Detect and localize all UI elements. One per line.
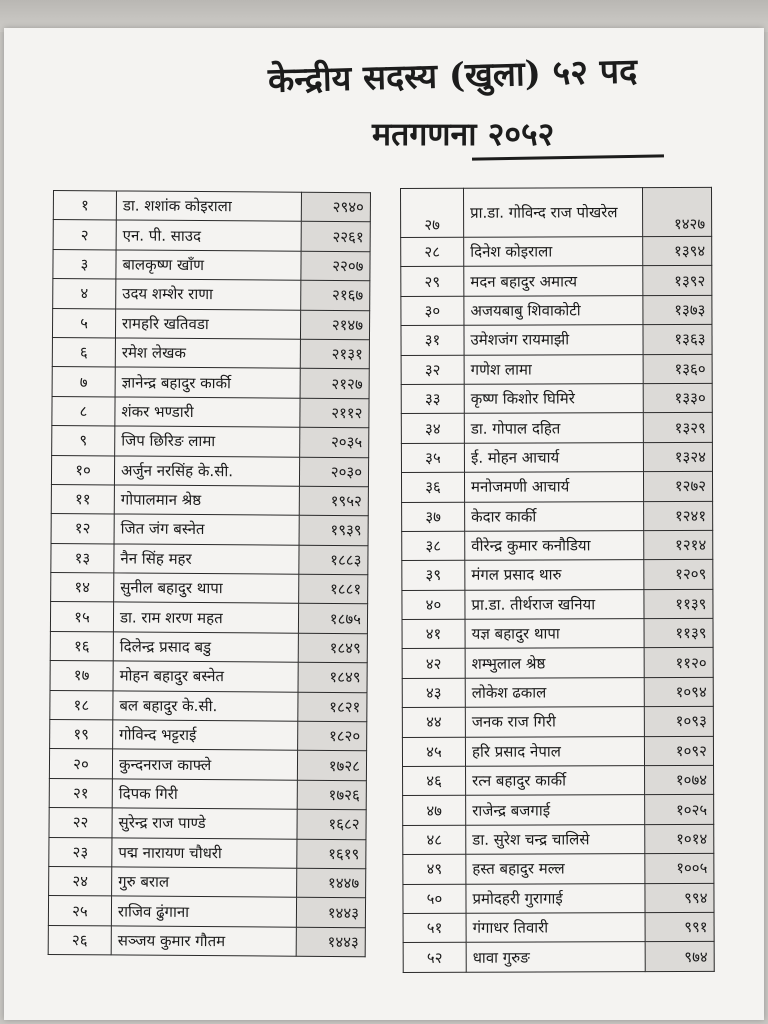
serial-number: ५० — [403, 884, 466, 914]
candidate-name: डा. राम शरण महत — [113, 602, 298, 633]
candidate-row — [401, 295, 712, 325]
vote-count: ९९१ — [645, 912, 714, 942]
candidate-row — [50, 631, 367, 663]
candidate-name: रमेश लेखक — [115, 338, 300, 369]
serial-number: ३५ — [401, 443, 464, 473]
candidate-name: हस्त बहादुर मल्ल — [466, 854, 645, 884]
serial-number: २७ — [401, 188, 464, 237]
candidate-row — [402, 560, 713, 590]
candidate-name: धावा गुरुङ — [466, 942, 645, 972]
handwritten-title: केन्द्रीय सदस्य (खुला) ५२ पद — [267, 51, 638, 101]
candidate-name: शंकर भण्डारी — [115, 397, 300, 428]
candidate-name: जिप छिरिङ लामा — [115, 426, 300, 457]
serial-number: ४७ — [403, 796, 466, 826]
serial-number: ४ — [53, 279, 116, 309]
candidate-row — [401, 187, 712, 237]
vote-count: १४४७ — [297, 868, 366, 898]
candidate-name: पद्म नारायण चौधरी — [112, 838, 297, 869]
candidate-name: शम्भुलाल श्रेष्ठ — [465, 648, 644, 678]
candidate-name: सुरेन्द्र राज पाण्डे — [112, 808, 297, 839]
candidate-row — [402, 648, 713, 678]
serial-number: २३ — [49, 837, 112, 867]
candidate-name: कुन्दनराज काफ्ले — [112, 749, 297, 780]
candidate-name: मदन बहादुर अमात्य — [464, 266, 643, 296]
candidate-row — [401, 325, 712, 355]
candidate-row — [48, 896, 365, 928]
vote-count: १८२० — [298, 721, 367, 751]
serial-number: ४२ — [402, 649, 465, 679]
candidate-name: ज्ञानेन्द्र बहादुर कार्की — [115, 367, 300, 398]
vote-count: १०९४ — [644, 677, 713, 707]
serial-number: २१ — [49, 778, 112, 808]
serial-number: १८ — [50, 690, 113, 720]
candidate-row — [53, 279, 370, 311]
candidate-row — [52, 396, 369, 428]
candidate-row — [50, 720, 367, 752]
candidate-name: हरि प्रसाद नेपाल — [465, 736, 644, 766]
candidate-name: सुनील बहादुर थापा — [114, 573, 299, 604]
vote-count: १२४१ — [644, 501, 713, 531]
candidate-row — [53, 191, 370, 223]
candidate-name: गणेश लामा — [464, 354, 643, 384]
vote-count: १४२७ — [643, 187, 712, 236]
candidate-name: जित जंग बस्नेत — [114, 514, 299, 545]
candidate-name: दिपक गिरी — [112, 779, 297, 810]
vote-count: २९४० — [301, 192, 370, 222]
candidate-name: अजयबाबु शिवाकोटी — [464, 295, 643, 325]
serial-number: ३८ — [402, 531, 465, 561]
vote-count: १३२४ — [643, 442, 712, 472]
candidate-name: उदय शम्शेर राणा — [116, 279, 301, 310]
candidate-row — [51, 484, 368, 516]
candidate-row — [402, 530, 713, 560]
serial-number: ११ — [51, 484, 114, 514]
candidate-row — [50, 602, 367, 634]
candidate-row — [49, 778, 366, 810]
vote-count: १३६० — [643, 354, 712, 384]
candidate-row — [401, 266, 712, 296]
candidate-name: रामहरि खतिवडा — [115, 309, 300, 340]
vote-count: १०९३ — [644, 707, 713, 737]
candidate-name: कृष्ण किशोर घिमिरे — [464, 384, 643, 414]
serial-number: ५ — [52, 308, 115, 338]
candidate-row — [403, 942, 714, 972]
candidate-row — [51, 514, 368, 546]
vote-count: १३९२ — [643, 266, 712, 296]
results-table-right — [400, 187, 715, 973]
candidate-row — [401, 413, 712, 443]
vote-count: १७२६ — [297, 780, 366, 810]
serial-number: ३२ — [401, 355, 464, 385]
candidate-row — [52, 367, 369, 399]
serial-number: १५ — [50, 602, 113, 632]
vote-count: १३७३ — [643, 295, 712, 325]
candidate-row — [403, 795, 714, 825]
candidate-row — [49, 866, 366, 898]
serial-number: २६ — [48, 925, 111, 955]
vote-count: १८४९ — [298, 633, 367, 663]
candidate-row — [52, 337, 369, 369]
candidate-row — [403, 883, 714, 913]
vote-count: १२०९ — [644, 560, 713, 590]
candidate-name: बल बहादुर के.सी. — [113, 691, 298, 722]
candidate-row — [401, 472, 712, 502]
vote-count: १९३९ — [299, 516, 368, 546]
candidate-row — [401, 236, 712, 266]
candidate-name: केदार कार्की — [465, 501, 644, 531]
serial-number: ३६ — [401, 472, 464, 502]
candidate-name: प्रा.डा. गोविन्द राज पोखरेल — [464, 188, 643, 238]
vote-count: २१६७ — [301, 280, 370, 310]
serial-number: ३४ — [401, 414, 464, 444]
vote-count: २२६१ — [301, 222, 370, 252]
serial-number: २२ — [49, 808, 112, 838]
candidate-name: एन. पी. साउद — [116, 220, 301, 251]
candidate-row — [53, 249, 370, 281]
serial-number: २५ — [48, 896, 111, 926]
vote-count: १०९२ — [644, 736, 713, 766]
candidate-row — [48, 925, 365, 957]
vote-count: २०३५ — [300, 427, 369, 457]
serial-number: ३७ — [402, 502, 465, 532]
vote-count: १४४३ — [296, 898, 365, 928]
candidate-row — [402, 589, 713, 619]
serial-number: ३९ — [402, 561, 465, 591]
candidate-row — [401, 442, 712, 472]
vote-count: ९९४ — [645, 883, 714, 913]
candidate-name: गंगाधर तिवारी — [466, 913, 645, 943]
candidate-name: लोकेश ढकाल — [465, 678, 644, 708]
candidate-name: राजिव ढुंगाना — [111, 896, 296, 927]
serial-number: ३ — [53, 249, 116, 279]
candidate-name: दिनेश कोइराला — [464, 237, 643, 267]
candidate-row — [49, 808, 366, 840]
candidate-name: वीरेन्द्र कुमार कनौडिया — [465, 531, 644, 561]
serial-number: २ — [53, 220, 116, 250]
serial-number: २४ — [49, 866, 112, 896]
candidate-name: दिलेन्द्र प्रसाद बडु — [113, 632, 298, 663]
serial-number: ९ — [52, 426, 115, 456]
vote-count: २११२ — [300, 398, 369, 428]
serial-number: ४८ — [403, 825, 466, 855]
vote-count: ९७४ — [645, 942, 714, 972]
candidate-row — [52, 426, 369, 458]
serial-number: ३० — [401, 296, 464, 326]
candidate-name: गुरु बराल — [112, 867, 297, 898]
candidate-name: बालकृष्ण खाँण — [116, 250, 301, 281]
candidate-name: मंगल प्रसाद थारु — [465, 560, 644, 590]
vote-count: १३६३ — [643, 325, 712, 355]
serial-number: १७ — [50, 661, 113, 691]
vote-count: २१२७ — [300, 369, 369, 399]
vote-count: १७२८ — [297, 751, 366, 781]
candidate-name: उमेशजंग रायमाझी — [464, 325, 643, 355]
serial-number: १ — [53, 191, 116, 221]
vote-count: १८८३ — [299, 545, 368, 575]
candidate-row — [401, 383, 712, 413]
vote-count: १३९४ — [643, 236, 712, 266]
candidate-name: डा. शशांक कोइराला — [116, 191, 301, 222]
results-table-left — [48, 190, 371, 957]
candidate-row — [402, 501, 713, 531]
vote-count: १३३० — [643, 383, 712, 413]
serial-number: १२ — [51, 514, 114, 544]
candidate-name: राजेन्द्र बजगाई — [466, 795, 645, 825]
candidate-row — [403, 854, 714, 884]
candidate-name: डा. सुरेश चन्द्र चालिसे — [466, 824, 645, 854]
candidate-name: जनक राज गिरी — [465, 707, 644, 737]
vote-count: १०७४ — [645, 765, 714, 795]
candidate-name: सञ्जय कुमार गौतम — [111, 926, 296, 957]
vote-count: २१३१ — [300, 339, 369, 369]
vote-count: १८२१ — [298, 692, 367, 722]
candidate-name: यज्ञ बहादुर थापा — [465, 619, 644, 649]
candidate-name: डा. गोपाल दहित — [464, 413, 643, 443]
vote-count: १८८१ — [299, 574, 368, 604]
vote-count: २१४७ — [300, 310, 369, 340]
candidate-row — [402, 707, 713, 737]
vote-count: २२०७ — [301, 251, 370, 281]
vote-count: १२७२ — [643, 472, 712, 502]
candidate-name: ई. मोहन आचार्य — [464, 442, 643, 472]
vote-count: १८७५ — [298, 604, 367, 634]
serial-number: ४६ — [403, 766, 466, 796]
vote-count: १६८२ — [297, 809, 366, 839]
vote-count: १९५२ — [299, 486, 368, 516]
candidate-row — [53, 220, 370, 252]
serial-number: २० — [49, 749, 112, 779]
candidate-row — [49, 837, 366, 869]
vote-count: ११२० — [644, 648, 713, 678]
vote-count: १०१४ — [645, 824, 714, 854]
candidate-row — [401, 354, 712, 384]
serial-number: १३ — [51, 543, 114, 573]
vote-count: १२१४ — [644, 530, 713, 560]
serial-number: १९ — [50, 720, 113, 750]
candidate-name: मोहन बहादुर बस्नेत — [113, 661, 298, 692]
serial-number: ४१ — [402, 619, 465, 649]
candidate-row — [49, 749, 366, 781]
serial-number: १६ — [50, 631, 113, 661]
handwritten-subtitle: मतगणना २०५२ — [372, 115, 555, 153]
serial-number: ६ — [52, 337, 115, 367]
vote-count: १६१९ — [297, 839, 366, 869]
candidate-name: प्रमोदहरी गुरागाई — [466, 883, 645, 913]
candidate-row — [52, 308, 369, 340]
candidate-name: अर्जुन नरसिंह के.सी. — [114, 455, 299, 486]
serial-number: ५२ — [403, 943, 466, 973]
serial-number: ३१ — [401, 325, 464, 355]
serial-number: २९ — [401, 267, 464, 297]
candidate-name: नैन सिंह महर — [114, 544, 299, 575]
vote-count: ११३९ — [644, 618, 713, 648]
serial-number: ५१ — [403, 913, 466, 943]
candidate-name: मनोजमणी आचार्य — [464, 472, 643, 502]
candidate-row — [402, 618, 713, 648]
serial-number: ४० — [402, 590, 465, 620]
serial-number: १० — [51, 455, 114, 485]
candidate-row — [402, 736, 713, 766]
candidate-name: गोपालमान श्रेष्ठ — [114, 485, 299, 516]
serial-number: ४९ — [403, 854, 466, 884]
candidate-row — [51, 543, 368, 575]
candidate-row — [403, 765, 714, 795]
serial-number: ४३ — [402, 678, 465, 708]
serial-number: १४ — [51, 573, 114, 603]
serial-number: ७ — [52, 367, 115, 397]
candidate-name: प्रा.डा. तीर्थराज खनिया — [465, 589, 644, 619]
candidate-row — [402, 677, 713, 707]
candidate-row — [51, 573, 368, 605]
vote-count: १८४९ — [298, 662, 367, 692]
vote-count: ११३९ — [644, 589, 713, 619]
candidate-row — [403, 912, 714, 942]
candidate-name: रत्न बहादुर कार्की — [466, 766, 645, 796]
serial-number: ८ — [52, 396, 115, 426]
serial-number: ४५ — [402, 737, 465, 767]
candidate-row — [403, 824, 714, 854]
candidate-row — [51, 455, 368, 487]
vote-count: १००५ — [645, 854, 714, 884]
vote-count: १०२५ — [645, 795, 714, 825]
candidate-row — [50, 690, 367, 722]
vote-count: १३२९ — [643, 413, 712, 443]
vote-count: १४४३ — [296, 927, 365, 957]
serial-number: २८ — [401, 237, 464, 267]
candidate-row — [50, 661, 367, 693]
candidate-name: गोविन्द भट्टराई — [113, 720, 298, 751]
serial-number: ४४ — [402, 708, 465, 738]
serial-number: ३३ — [401, 384, 464, 414]
vote-count: २०३० — [299, 457, 368, 487]
